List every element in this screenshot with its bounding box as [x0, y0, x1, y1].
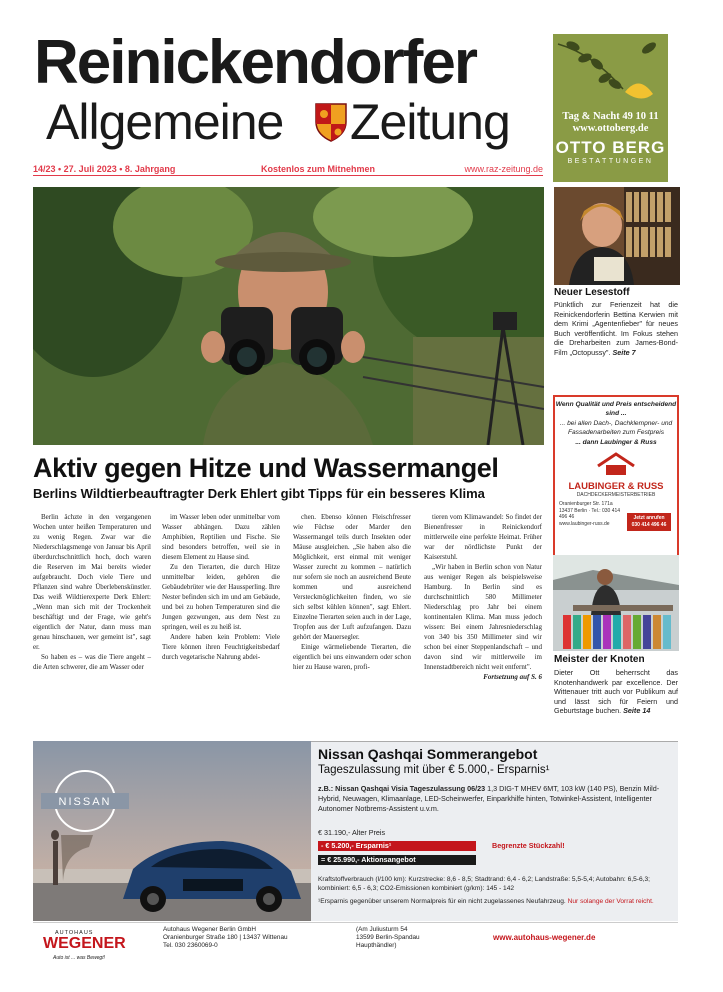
laubad-line3: ... dann Laubinger & Russ: [575, 439, 657, 446]
hero-photo-binoculars: [33, 187, 544, 445]
nissan-limited: Begrenzte Stückzahl!: [492, 841, 565, 850]
lead-column-2: [162, 512, 280, 662]
wegener-web[interactable]: www.autohaus-wegener.de: [493, 933, 596, 942]
otto-berg-phone: Tag & Nacht 49 10 11: [562, 111, 659, 122]
nissan-logo-text: NISSAN: [58, 796, 112, 808]
wegener-tagline: Auto ist ... was Bewegt!: [53, 955, 105, 961]
lead-paragraph: tieren vom Klimawandel: So findet der Bienenfresser in Reinickendorf mittlerweile eine perfekte Heimat. Früher war der nördlichste Punkt der Kaiserstuhl.: [424, 513, 542, 561]
side1-body: Pünktlich zur Ferienzeit hat die Reinickendorferin Bettina Kerwien mit dem Krimi „Agentenfieber" für neues Buch veröffentlicht. Im Fokus stehen die Dreharbeiten zum James-Bond-Film „Octopussy".: [554, 300, 678, 357]
lead-headline: Aktiv gegen Hitze und Wassermangel: [33, 453, 499, 483]
roof-house-icon: [596, 452, 636, 476]
otto-berg-ad[interactable]: [553, 34, 668, 182]
wegener-branch-3: Haupthändler): [356, 942, 397, 949]
nissan-title: Nissan Qashqai Sommerangebot: [318, 746, 538, 762]
otto-berg-logo: OTTO BERG: [555, 138, 666, 157]
wegener-phone: Tel. 030 2360069-0: [163, 942, 218, 949]
lead-paragraph: So haben es – was die Tiere angeht – die Arten schwerer, die am Wasser oder: [33, 653, 151, 671]
side1-text: [554, 300, 678, 358]
nissan-model-details: 1,3 DIG-T MHEV 6MT, 103 kW (140 PS), Benzin Mild-Hybrid, Neuwagen, Klimaanlage, LED-Scheinwerfer, Einparkhilfe hinten, Totwinkel-Assistent, Intelligenter Autonomer Notbrems-Assistent u.v.m.: [318, 784, 660, 813]
nissan-model: [318, 784, 672, 814]
wegener-footer[interactable]: [33, 922, 678, 964]
side2-text: [554, 668, 678, 716]
side2-body: Dieter Ott beherrscht das Knotenhandwerk par excellence. Der Wittenauer tritt auch vor Publikum auf und lässt sich für Feiern und Geburtstage buchen.: [554, 668, 678, 716]
wegener-branch-2: 13599 Berlin-Spandau: [356, 934, 420, 941]
wegener-address-1: Autohaus Wegener Berlin GmbH: [163, 926, 256, 933]
site-url[interactable]: www.raz-zeitung.de: [464, 164, 543, 174]
masthead-title-line2b: Zeitung: [350, 94, 510, 150]
lead-column-1: [33, 512, 151, 672]
otto-berg-sub: BESTATTUNGEN: [567, 158, 654, 165]
laubad-sub: DACHDECKERMEISTERBETRIEB: [576, 491, 656, 498]
dateline: [33, 162, 543, 176]
laubad-web[interactable]: www.laubinger-russ.de: [559, 520, 610, 527]
lead-column-3: [293, 512, 411, 672]
lead-paragraph: Einige wärmeliebende Tierarten, die eigentlich bei uns einwandern oder schon hier zu Hause waren, profi-: [293, 643, 411, 671]
nissan-footnote-red: Nur solange der Vorrat reicht.: [567, 898, 654, 905]
wegener-branch-1: (Am Juliusturm 54: [356, 926, 408, 933]
laubad-contact: Oranienburger Str. 171a 13437 Berlin · Tel.: 030 414 496 46: [559, 501, 621, 520]
side2-heading: Meister der Knoten: [554, 654, 645, 665]
wegener-logo: WEGENER: [43, 935, 126, 952]
nissan-old-price: € 31.190,- Alter Preis: [318, 828, 386, 837]
masthead-title-line2a: Allgemeine: [46, 94, 284, 150]
side2-page-ref[interactable]: Seite 14: [623, 706, 651, 716]
laubad-line2: ... bei allen Dach-, Dachklempner- und Fassadenarbeiten zum Festpreis: [559, 420, 673, 436]
laubad-brand: LAUBINGER & RUSS: [568, 480, 664, 492]
continuation-ref[interactable]: Fortsetzung auf S. 6: [483, 673, 542, 681]
nissan-footnote: [318, 897, 672, 906]
knot-master-photo: [553, 555, 679, 651]
lead-paragraph: chen. Ebenso können Fleischfresser wie Füchse oder Marder den Wassermangel teils durch Insekten oder Mäuse ausgleichen. „Sie haben also die Möglichkeit, erst einmal mit weniger Wasser zurecht zu kommen – natürlich nur sofern sie noch an ausreichend Beute kommen und ausreichend Versteckmöglichkeiten finden, wo sie sich selbst kühlen können", sagt Ehlert. Einzelne Tierarten seien auch in der Lage, Tropfen aus der Luft aufzufangen. Dazu gehört der Mauersegler.: [293, 513, 411, 641]
lead-paragraph: „Wir haben in Berlin schon von Natur aus weniger Regen als beispielsweise Hamburg. In Berlin sind es durchschnittlich 580 Millimeter Niederschlag pro Jahr bei einem kontinentalen Klima. Man muss jedoch wissen: Bei einem Jahresniederschlag von 340 bis 350 Millimeter sind wir schon bei einer Steppenlandschaft – und davon sind wir mittlerweile im Innenstadtbereich nicht weit entfernt".: [424, 563, 542, 671]
otto-berg-url: www.ottoberg.de: [572, 123, 649, 134]
wegener-brand-top: AUTOHAUS: [55, 930, 94, 936]
nissan-car-photo: [33, 741, 311, 921]
lead-paragraph: Andere haben kein Problem: Viele Tiere können ihren Feuchtigkeitsbedarf durch vegetarische Nahrung abdei-: [162, 633, 280, 661]
coat-of-arms-icon: [314, 102, 348, 142]
leaf-branch-icon: [553, 34, 668, 104]
laubad-call-badge[interactable]: Jetzt anrufen 030 414 496 46: [627, 513, 671, 531]
nissan-subtitle: Tageszulassung mit über € 5.000,- Ersparnis¹: [318, 764, 550, 776]
free-note: Kostenlos zum Mitnehmen: [261, 164, 376, 174]
nissan-offer-price: = € 25.990,- Aktionsangebot: [318, 855, 476, 865]
nissan-consumption: Kraftstoffverbrauch (l/100 km): Kurzstrecke: 8,6 - 8,5; Stadtrand: 6,4 - 6,2; Landstraße: 5,5-5,4; Autobahn: 6,5-6,3; kombiniert: 6,5 - 6,3; CO2-Emissionen kombiniert (g/km): 145 - 142: [318, 876, 650, 892]
laubad-line1: Wenn Qualität und Preis entscheidend sind ...: [555, 401, 677, 417]
masthead-title-line1: Reinickendorfer: [34, 28, 477, 97]
lead-paragraph: im Wasser leben oder unmittelbar vom Wasser abhängen. Dazu zählen Amphibien, Reptilien und Fische. Sie sind besonders betroffen, weil sie in diesem Element zu Hause sind.: [162, 513, 280, 561]
nissan-footnote-text: ¹Ersparnis gegenüber unserem Normalpreis für ein nicht zugelassenes Neufahrzeug.: [318, 898, 566, 905]
lead-subheadline: Berlins Wildtierbeauftragter Derk Ehlert gibt Tipps für ein besseres Klima: [33, 486, 485, 501]
nissan-saving: - € 5.200,- Ersparnis¹: [318, 841, 476, 851]
side1-page-ref[interactable]: Seite 7: [612, 347, 636, 357]
lead-paragraph: Berlin ächzte in den vergangenen Wochen unter heißen Temperaturen und zu wenig Regen. Zwar war die Niederschlagsmenge von Januar bis April überdurchschnittlich hoch, doch waren die Reserven im Mai bereits wieder aufgebraucht. Doch viele Tiere und Pflanzen sind wahre Überlebenskünstler. Das weiß Wildtierexperte Derk Ehlert: „Wenn man sich mit der Trockenheit beschäftigt und der Frage, wie geht's eigentlich der Natur, dann muss man genau hinschauen, wer gemeint ist", sagt er.: [33, 513, 151, 651]
side1-heading: Neuer Lesestoff: [554, 287, 630, 298]
issue-info: 14/23 • 27. Juli 2023 • 8. Jahrgang: [33, 164, 176, 174]
nissan-model-name: z.B.: Nissan Qashqai Visia Tageszulassung 06/23: [318, 784, 486, 793]
lead-paragraph: Zu den Tierarten, die durch Hitze unmittelbar leiden, gehören die Gebäudebrüter wie der Haussperling. Ihre Nester befinden sich im und am Gebäude, und bei zu hohen Temperaturen sind die Jungen gezwungen, aus dem Nest zu springen, weil es zu heiß ist.: [162, 563, 280, 631]
lead-column-4: [424, 512, 542, 682]
author-photo: [554, 187, 680, 285]
wegener-address-2: Oranienburger Straße 180 | 13437 Wittenau: [163, 934, 288, 941]
